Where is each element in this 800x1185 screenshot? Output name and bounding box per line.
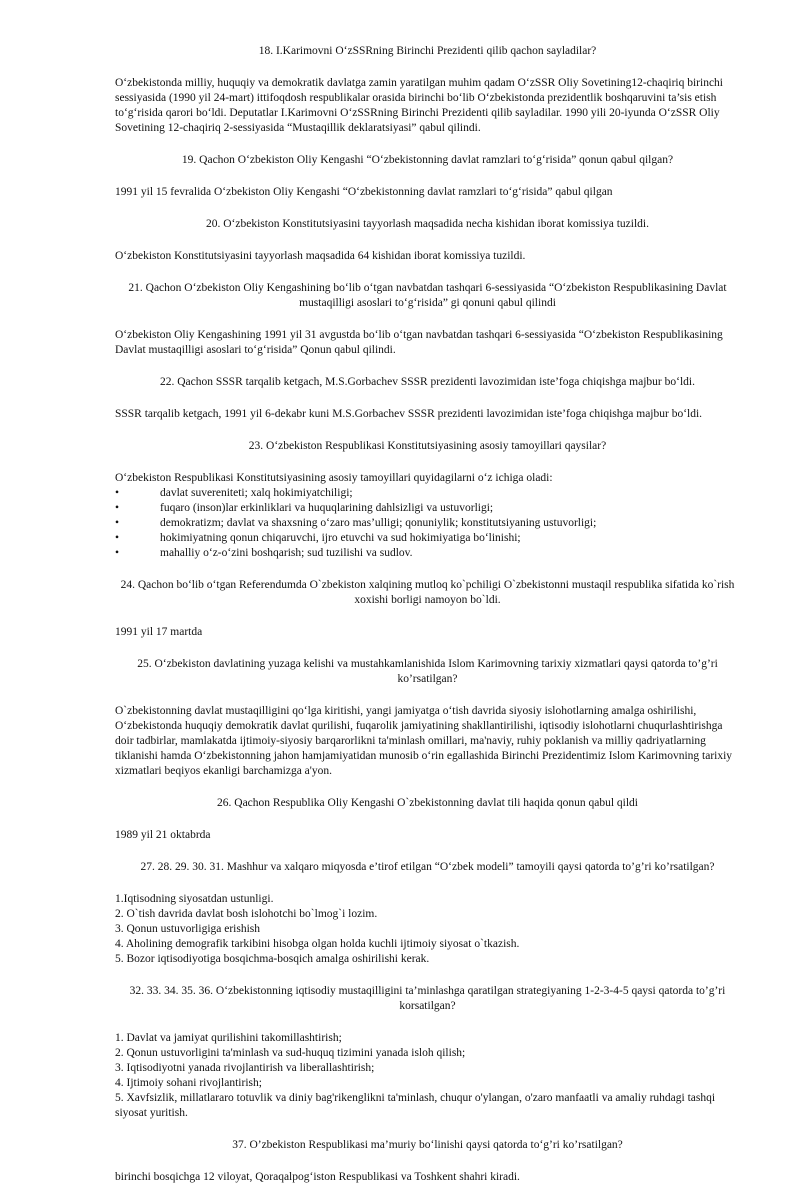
question-20: 20. O‘zbekiston Konstitutsiyasini tayyorlash maqsadida necha kishidan iborat komissiya tuzildi. xyxy=(206,218,649,230)
question-26: 26. Qachon Respublika Oliy Kengashi O`zbekistonning davlat tili haqida qonun qabul qildi xyxy=(217,797,638,809)
answer-24: 1991 yil 17 martda xyxy=(115,626,203,638)
question-21: 21. Qachon O‘zbekiston Oliy Kengashining bo‘lib o‘tgan navbatdan tashqari 6-sessiyasida “O‘zbekiston Respublikasining Davlat mustaqilligi asoslari to‘g‘risida” gi qonuni qabul qilindi xyxy=(128,282,727,309)
list-item: 3. Iqtisodiyotni yanada rivojlantirish va liberallashtirish; xyxy=(115,1062,375,1074)
list-item: 1. Davlat va jamiyat qurilishini takomillashtirish; xyxy=(115,1032,342,1044)
list-item: • hokimiyatning qonun chiqaruvchi, ijro etuvchi va sud hokimiyatiga bo‘linishi; xyxy=(115,531,740,546)
answer-25: O`zbekistonning davlat mustaqilligini qo‘lga kiritishi, yangi jamiyatga o‘tish davrida siyosiy islohotlarning amalga oshirilishi, O‘zbekistonda huquqiy demokratik davlat qurilishi, fuqarolik jamiyatining shakllantirilishi, iqtisodiy islohotlarni chuqurlashtirishga doir tadbirlar, mamlakatda ijtimoiy-siyosiy barqarorlikni ta'minlash omillari, ma'naviy, ruhiy poklanish va milliy qadriyatlarning tiklanishi hamda O‘zbekistonning jahon hamjamiyatidan munosib o‘rin egallashida Birinchi Prezidentimiz Islom Karimovning tarixiy xizmatlari beqiyos ekanligi barchamizga a'yon. xyxy=(115,705,733,777)
strategy-list xyxy=(115,1031,740,1121)
list-item: 1.Iqtisodning siyosatdan ustunligi. xyxy=(115,893,274,905)
answer-26: 1989 yil 21 oktabrda xyxy=(115,829,211,841)
question-24: 24. Qachon bo‘lib o‘tgan Referendumda O`zbekiston xalqining mutloq ko`pchiligi O`zbekistonni mustaqil respublika sifatida ko`rish xoxishi borligi namoyon bo`ldi. xyxy=(120,579,735,606)
list-item: 4. Aholining demografik tarkibini hisobga olgan holda kuchli ijtimoiy siyosat o`tkazish. xyxy=(115,938,520,950)
question-27-31: 27. 28. 29. 30. 31. Mashhur va xalqaro miqyosda e’tirof etilgan “O‘zbek modeli” tamoyili qaysi qatorda to’g’ri ko’rsatilgan? xyxy=(140,861,715,873)
question-23: 23. O‘zbekiston Respublikasi Konstitutsiyasining asosiy tamoyillari qaysilar? xyxy=(248,440,607,452)
question-37: 37. O’zbekiston Respublikasi ma’muriy bo‘linishi qaysi qatorda to‘g’ri ko’rsatilgan? xyxy=(232,1139,623,1151)
list-item: 5. Xavfsizlik, millatlararo totuvlik va diniy bag'rikenglikni ta'minlash, chuqur o'ylangan, o'zaro manfaatli va amaliy ruhdagi tashqi siyosat yuritish. xyxy=(115,1092,716,1119)
question-22: 22. Qachon SSSR tarqalib ketgach, M.S.Gorbachev SSSR prezidenti lavozimidan iste’foga chiqishga majbur bo‘ldi. xyxy=(160,376,695,388)
list-item: • demokratizm; davlat va shaxsning o‘zaro mas’ulligi; qonuniylik; konstitutsiyaning ustuvorligi; xyxy=(115,516,740,531)
list-item: 2. O`tish davrida davlat bosh islohotchi bo`lmog`i lozim. xyxy=(115,908,378,920)
answer-18: O‘zbekistonda milliy, huquqiy va demokratik davlatga zamin yaratilgan muhim qadam O‘zSSR Oliy Sovetining12-chaqiriq birinchi sessiyasida (1990 yil 24-mart) ittifoqdosh respublikalar orasida birinchi bo‘lib O‘zbekistonda prezidentlik boshqaruvini ta’sis etish to‘g‘risida qarori bo‘ldi. Deputatlar I.Karimovni O‘zSSRning Birinchi Prezidenti qilib sayladilar. 1990 yili 20-iyunda O‘zSSR Oliy Sovetining 12-chaqiriq 2-sessiyasida “Mustaqillik deklaratsiyasi” qabul qilindi. xyxy=(115,77,723,134)
list-item: 2. Qonun ustuvorligini ta'minlash va sud-huquq tizimini yanada isloh qilish; xyxy=(115,1047,466,1059)
question-25: 25. O‘zbekiston davlatining yuzaga kelishi va mustahkamlanishida Islom Karimovning tarixiy xizmatlari qaysi qatorda to’g’ri ko’rsatilgan? xyxy=(137,658,718,685)
list-item: • davlat suvereniteti; xalq hokimiyatchiligi; xyxy=(115,486,740,501)
answer-37: birinchi bosqichga 12 viloyat, Qoraqalpog‘iston Respublikasi va Toshkent shahri kiradi. xyxy=(115,1171,520,1183)
principles-list xyxy=(115,486,740,561)
list-item: 5. Bozor iqtisodiyotiga bosqichma-bosqich amalga oshirilishi kerak. xyxy=(115,953,430,965)
list-item: • fuqaro (inson)lar erkinliklari va huquqlarining dahlsizligi va ustuvorligi; xyxy=(115,501,740,516)
list-item: 3. Qonun ustuvorligiga erishish xyxy=(115,923,261,935)
uzbek-model-list xyxy=(115,892,740,967)
answer-21: O‘zbekiston Oliy Kengashining 1991 yil 31 avgustda bo‘lib o‘tgan navbatdan tashqari 6-sessiyasida “O‘zbekiston Respublikasining Davlat mustaqilligi asoslari to‘g‘risida” Qonun qabul qilindi. xyxy=(115,329,723,356)
answer-23-intro: O‘zbekiston Respublikasi Konstitutsiyasining asosiy tamoyillari quyidagilarni o‘z ichiga oladi: xyxy=(115,472,553,484)
answer-19: 1991 yil 15 fevralida O‘zbekiston Oliy Kengashi “O‘zbekistonning davlat ramzlari to‘g‘risida” qabul qilgan xyxy=(115,186,613,198)
list-item: • mahalliy o‘z-o‘zini boshqarish; sud tuzilishi va sudlov. xyxy=(115,546,740,561)
answer-20: O‘zbekiston Konstitutsiyasini tayyorlash maqsadida 64 kishidan iborat komissiya tuzildi. xyxy=(115,250,526,262)
question-32-36: 32. 33. 34. 35. 36. O‘zbekistonning iqtisodiy mustaqilligini ta’minlashga qaratilgan strategiyaning 1-2-3-4-5 qaysi qatorda to’g’ri korsatilgan? xyxy=(129,985,726,1012)
question-19: 19. Qachon O‘zbekiston Oliy Kengashi “O‘zbekistonning davlat ramzlari to‘g‘risida” qonun qabul qilgan? xyxy=(181,154,674,166)
answer-22: SSSR tarqalib ketgach, 1991 yil 6-dekabr kuni M.S.Gorbachev SSSR prezidenti lavozimidan iste’foga chiqishga majbur bo‘ldi. xyxy=(115,408,703,420)
question-18: 18. I.Karimovni O‘zSSRning Birinchi Prezidenti qilib qachon sayladilar? xyxy=(258,45,597,57)
list-item: 4. Ijtimoiy sohani rivojlantirish; xyxy=(115,1077,262,1089)
